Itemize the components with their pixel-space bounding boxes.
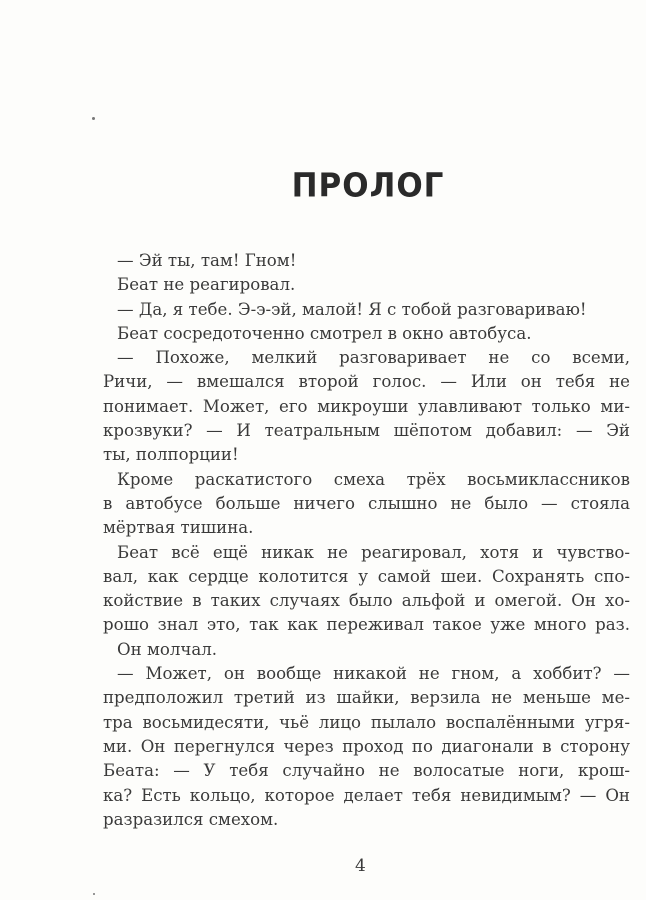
scan-speck — [92, 117, 95, 120]
text-line: Беата: — У тебя случайно не волосатые ноги, крош- — [103, 761, 630, 781]
text-line: Беат сосредоточенно смотрел в окно автобуса. — [117, 323, 532, 343]
scan-speck — [93, 893, 95, 895]
text-line: ка? Есть кольцо, которое делает тебя невидимым? — Он — [103, 785, 630, 805]
text-line: крозвуки? — И театральным шёпотом добавил: — Эй — [103, 421, 630, 441]
text-line: — Похоже, мелкий разговаривает не со всеми, — [117, 348, 630, 368]
text-line: вал, как сердце колотится у самой шеи. Сохранять спо- — [103, 566, 630, 586]
text-line: — Да, я тебе. Э-э-эй, малой! Я с тобой разговариваю! — [117, 299, 587, 319]
text-line: рошо знал это, так как переживал такое уже много раз. — [103, 615, 630, 635]
page-number: 4 — [355, 856, 366, 876]
text-line: тра восьмидесяти, чьё лицо пылало воспалёнными угря- — [103, 712, 630, 732]
text-line: — Может, он вообще никакой не гном, а хоббит? — — [117, 664, 630, 684]
text-line: в автобусе больше ничего слышно не было — стояла — [103, 493, 630, 513]
text-line: Ричи, — вмешался второй голос. — Или он тебя не — [103, 372, 630, 392]
text-line: ты, полпорции! — [103, 445, 239, 465]
text-line: понимает. Может, его микроуши улавливают только ми- — [103, 396, 630, 416]
text-line: — Эй ты, там! Гном! — [117, 251, 297, 270]
text-line: разразился смехом. — [103, 809, 279, 829]
text-line: Он молчал. — [117, 639, 218, 659]
text-line: Кроме раскатистого смеха трёх восьмиклассников — [117, 469, 630, 489]
text-line: койствие в таких случаях было альфой и омегой. Он хо- — [103, 591, 630, 611]
text-line: предположил третий из шайки, верзила не меньше ме- — [103, 688, 630, 708]
text-line: мёртвая тишина. — [103, 518, 254, 538]
body-text — [103, 249, 630, 832]
text-line: Беат не реагировал. — [117, 275, 296, 295]
text-line: ми. Он перегнулся через проход по диагонали в сторону — [103, 736, 630, 756]
text-line: Беат всё ещё никак не реагировал, хотя и чувство- — [117, 542, 630, 562]
chapter-title: ПРОЛОГ — [291, 167, 445, 205]
